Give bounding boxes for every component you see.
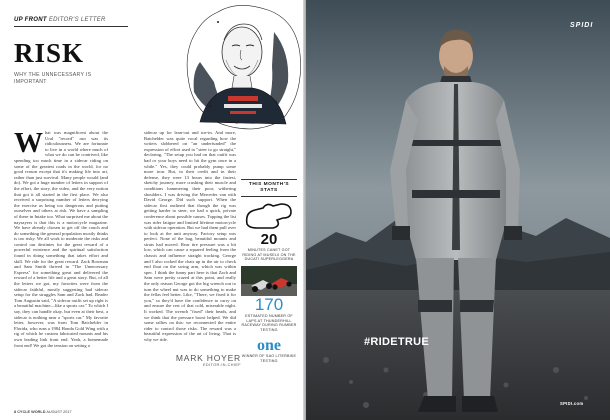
stat-value-laps: 170 — [254, 294, 284, 314]
stat-caption-laps: ESTIMATED NUMBER OF LAPS AT THUNDERHILL RACEWAY DURING RUMBER TESTING — [241, 313, 297, 332]
editor-role: EDITOR-IN-CHIEF — [203, 363, 241, 367]
body-text-1: hat was magnificent about the Ural "record" run was its ridiculousness. We are fortunate to live in a world where much of what we do can be contrived, like spending too much time in a sidecar riding on some of the greatest roads in the world, for no good reason except that it's making life into art, rather than just survival. Many people would (and do). We got a huge number of letters in support of the effort, the story, the video, and the very notion that got it all started in the first place. We also received a surprising number of letters decrying the exercise as being too dangerous and putting ourselves and others at risk. We have a sampling of these in Intake too. What surprised me about the naysayers is that this is a motorcycle magazine. We have already chosen to get off the couch and do something the general population mostly thinks is too risky. We all work to moderate the risks and control our destinies for the great reward of a powerful existence and the spiritual satisfaction found in doing something that takes effort and skill. We ride for the great reward. Zack Bowman and Sam Smith thrived in "The Unnecessary Express" for something great and delivered the reward of a better life and a great story. But, of all the letters we got, my favorites were from the sidecar faithful, mostly suggesting bad sidecar setup for the struggles Sam and Zack had. Reader Tom Augustin said, "A sidecar outfit set up right is a beautiful machine—like a sports car." To which I say, they can handle okay, but even at their best, a sidecar is nothing near a "sports car." My favorite letter, however, was from Tom Batchelder in Florida, who runs a 1984 Honda Gold Wing with a rig of which he custom fabricated mounts and his own leading link front end. Yeah, a homemade front end! We got the tension on setting a — [14, 130, 108, 348]
race-track-map-icon — [241, 198, 297, 232]
brand-website: SPIDI.com — [560, 401, 584, 406]
stat-value-winner: one — [257, 337, 281, 355]
article-title: RISK — [14, 38, 85, 68]
page-number: 8 — [14, 410, 17, 414]
body-text-2: sidecar up for lean-out and toe-in. And more, Batchelder was quite vocal regarding how the writers slobbered on "an underfunded" the expression of effort used to "steer to go straight," declaring, "The setup you had on that outfit was bad or your boys need to hit the gym once in a while." Yes, they could probably pump some more iron. But, in their credit and in their defense, they were 13 hours into the fastest, sketchy journey, more crushing their muscle and conditions hammering their poor, withering shoulders. I was driving the Mercedes van with David George. Did such support. When the sidecar first outlined that though the rig was getting harder to steer, we had a quick, private conference about possible causes. Topping the list was rider fatigue and limited lifetime motorcycle with sidecar operation. But we had them pull over to look at the unit anyway. Factory setup was perfect. None of the bag, beautiful mounts and struts had moved. Rear tire pressure was a bit low, which can cause a squared feeling from the chassis and influence straight tracking. George and I also rocked the chair up in the air to check end float on the swing arm, which was within spec. I think the funny part here is that Zach and Sam were pretty crazed at this point, and really the only reason George got the big wrench out to turn the wheel nut was to do something to make the fellas feel better. Like, "There, we fixed it for you," so they'd have the confidence to carry on and ensure the rest of that cold, miserable night. It worked. The wrench "fixed" their heads, and we think that the pressure boost helped. We did some rallies on this: we reconnected the entire rider to control those risks. The reward was a beautiful expression of the art of living. That is why we ride. — [144, 130, 236, 342]
section-header — [14, 17, 106, 23]
header-rule — [14, 26, 128, 27]
racing-photo — [241, 266, 297, 296]
ad-photo-rider — [306, 0, 610, 420]
page-footer — [14, 410, 72, 414]
stats-heading: THIS MONTH'S STATS — [248, 181, 290, 193]
advertisement-page — [306, 0, 610, 420]
editor-signature — [161, 353, 241, 367]
stat-caption-winner: WINNER OF SAO LITERBIKE TESTING — [241, 354, 297, 363]
stats-sidebar — [241, 177, 297, 364]
article-body-column-2 — [144, 130, 236, 343]
editor-name: MARK HOYER — [175, 353, 241, 363]
article-body-column-1 — [14, 127, 108, 348]
brand-logo: SPIDI — [570, 22, 594, 29]
stats-rule-top — [241, 179, 297, 180]
editor-portrait-illustration — [178, 2, 304, 134]
issue-date: AUGUST 2017 — [46, 410, 72, 414]
drop-cap: W — [14, 127, 43, 159]
subsection-label: EDITOR'S LETTER — [48, 17, 106, 23]
section-label: UP FRONT — [14, 17, 47, 23]
stats-rule-bottom — [241, 196, 297, 197]
ad-hashtag: #RIDETRUE — [364, 336, 430, 348]
magazine-name: CYCLE WORLD — [17, 410, 46, 414]
stat-value-minutes: 20 — [260, 231, 278, 249]
stat-caption-minutes: MINUTES CANET GOT RIDING AT MUSEL0 ON THE DUCATI SUPERLEGGERA — [242, 248, 296, 262]
article-subtitle: WHY THE UNNECESSARY IS IMPORTANT — [14, 72, 92, 85]
